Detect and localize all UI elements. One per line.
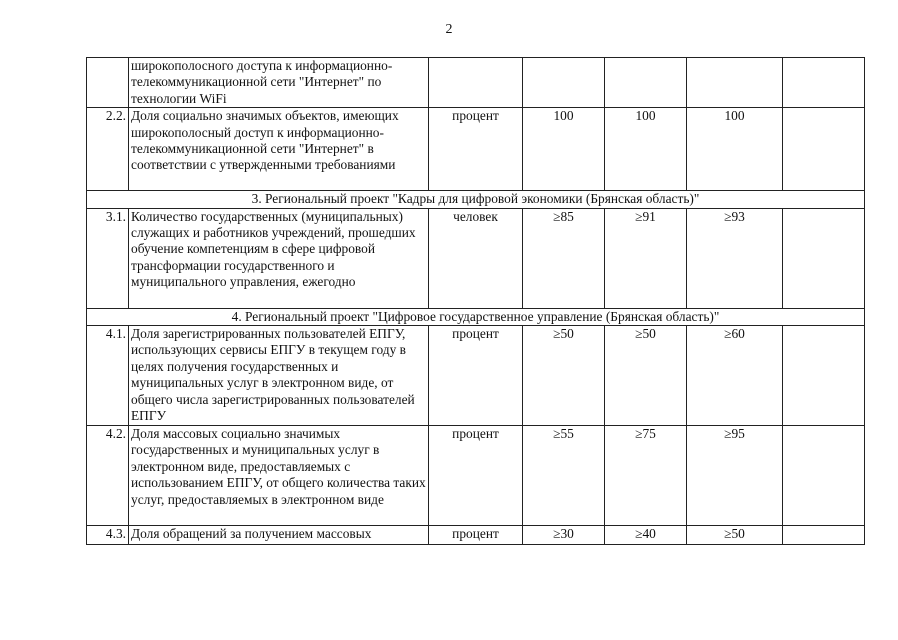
value-cell-3 <box>687 58 783 108</box>
indicator-name: Доля социально значимых объектов, имеющих широкополосный доступ к информационно-телекоммуникационной сети "Интернет" в соответствии с утвержденными требованиями <box>129 108 429 191</box>
value-cell-3: 100 <box>687 108 783 191</box>
table-row-2-2 <box>87 108 865 191</box>
indicator-name: Количество государственных (муниципальных) служащих и работников учреждений, прошедших обучение компетенциям в сфере цифровой трансформации государственного и муниципального управления, ежегодно <box>129 208 429 308</box>
section-title-3: 3. Региональный проект "Кадры для цифровой экономики (Брянская область)" <box>87 191 865 208</box>
table-row-4-1 <box>87 326 865 426</box>
value-cell-4 <box>783 58 865 108</box>
row-number: 4.3. <box>87 526 129 545</box>
value-cell-1: 100 <box>523 108 605 191</box>
value-cell-1: ≥85 <box>523 208 605 308</box>
section-title-4: 4. Региональный проект "Цифровое государственное управление (Брянская область)" <box>87 308 865 325</box>
value-cell-1: ≥55 <box>523 426 605 526</box>
value-cell-4 <box>783 208 865 308</box>
value-cell-2 <box>605 58 687 108</box>
row-number: 4.1. <box>87 326 129 426</box>
value-cell-4 <box>783 326 865 426</box>
unit-cell: процент <box>429 326 523 426</box>
unit-cell <box>429 58 523 108</box>
table-row-4-3 <box>87 526 865 545</box>
value-cell-2: ≥75 <box>605 426 687 526</box>
indicators-table <box>86 57 865 545</box>
row-number <box>87 58 129 108</box>
unit-cell: процент <box>429 426 523 526</box>
table-row-4-2 <box>87 426 865 526</box>
table-row-3-1 <box>87 208 865 308</box>
page-number: 2 <box>445 22 453 37</box>
value-cell-2: ≥50 <box>605 326 687 426</box>
value-cell-3: ≥60 <box>687 326 783 426</box>
value-cell-2: ≥91 <box>605 208 687 308</box>
value-cell-1: ≥50 <box>523 326 605 426</box>
value-cell-2: 100 <box>605 108 687 191</box>
value-cell-3: ≥93 <box>687 208 783 308</box>
indicator-name: широкополосного доступа к информационно-телекоммуникационной сети "Интернет" по технологии WiFi <box>129 58 429 108</box>
unit-cell: процент <box>429 108 523 191</box>
row-number: 3.1. <box>87 208 129 308</box>
row-number: 2.2. <box>87 108 129 191</box>
unit-cell: процент <box>429 526 523 545</box>
row-number: 4.2. <box>87 426 129 526</box>
section-header-row-3 <box>87 191 865 208</box>
section-header-row-4 <box>87 308 865 325</box>
indicator-name: Доля массовых социально значимых государственных и муниципальных услуг в электронном виде, предоставляемых с использованием ЕПГУ, от общего количества таких услуг, предоставляемых в электронном виде <box>129 426 429 526</box>
value-cell-4 <box>783 108 865 191</box>
value-cell-3: ≥95 <box>687 426 783 526</box>
value-cell-3: ≥50 <box>687 526 783 545</box>
value-cell-1 <box>523 58 605 108</box>
indicator-name: Доля зарегистрированных пользователей ЕПГУ, использующих сервисы ЕПГУ в текущем году в целях получения государственных и муниципальных услуг в электронном виде, от общего числа зарегистрированных пользователей ЕПГУ <box>129 326 429 426</box>
value-cell-2: ≥40 <box>605 526 687 545</box>
value-cell-1: ≥30 <box>523 526 605 545</box>
value-cell-4 <box>783 526 865 545</box>
table-row-continuation <box>87 58 865 108</box>
indicator-name: Доля обращений за получением массовых <box>129 526 429 545</box>
unit-cell: человек <box>429 208 523 308</box>
value-cell-4 <box>783 426 865 526</box>
